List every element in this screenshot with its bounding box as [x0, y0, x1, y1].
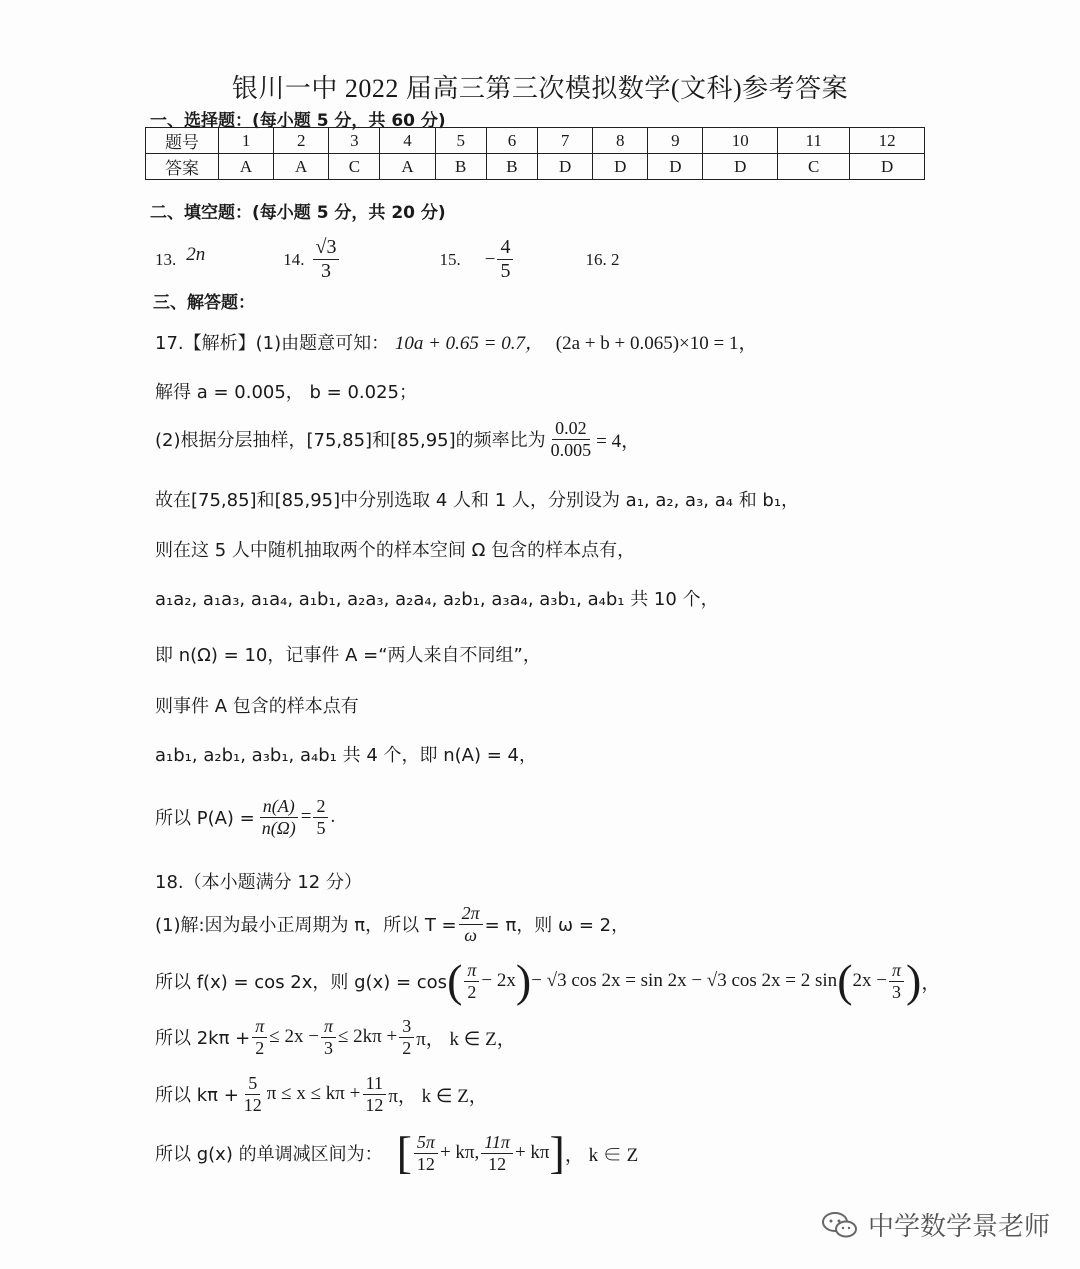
q18-x-mid: π ≤ x ≤ kπ +: [266, 1083, 361, 1105]
q18-ineq-num3: 3: [399, 1016, 414, 1038]
q15-denominator: 5: [500, 260, 511, 282]
q18-minus-2x: − 2x: [481, 970, 516, 991]
section3-heading: 三、解答题：: [153, 293, 255, 313]
wechat-icon: [820, 1210, 860, 1240]
fill-in-answers: [155, 236, 619, 283]
answer-cell: A: [219, 154, 274, 180]
q14-numerator: √3: [313, 236, 340, 260]
q18-period-result: = π，则 ω = 2，: [484, 915, 630, 937]
q17-prob-fraction2: [313, 796, 328, 838]
question-number-cell: 1: [219, 128, 274, 154]
q17-ratio-fraction: [548, 418, 595, 460]
q18-pi-third: [889, 960, 904, 1002]
q18-x-den1: 12: [243, 1094, 262, 1115]
q18-ineq-start: 所以 2kπ +: [155, 1028, 251, 1050]
q18-x-frac1: [241, 1073, 265, 1115]
question-number-cell: 12: [850, 128, 925, 154]
q17-prob-fraction1: [259, 796, 299, 838]
row-label-number: 题号: [146, 128, 219, 154]
q18-g-def: 所以 f(x) = cos 2x，则 g(x) = cos: [155, 972, 448, 993]
q14-label: 14.: [283, 249, 305, 269]
q18-line3: [155, 1016, 516, 1058]
q17-eq2: (2a + b + 0.065)×10 = 1，: [555, 333, 758, 354]
answer-cell: B: [486, 154, 537, 180]
q18-ineq-frac2: [321, 1016, 336, 1058]
q17-ratio-den: 0.005: [550, 439, 592, 460]
q18-ineq-end: π， k ∈ Z，: [416, 1028, 516, 1050]
q14-fraction: [313, 236, 340, 283]
q18-pi-half: [464, 960, 479, 1002]
q16-answer: 16. 2: [585, 249, 620, 269]
question-number-cell: 7: [538, 128, 593, 154]
q17-line3: [155, 418, 640, 460]
q18-close-paren: ): [515, 955, 532, 1006]
q17-prob-eq: =: [300, 806, 312, 828]
section1-heading: 一、选择题：(每小题 5 分，共 60 分): [150, 111, 446, 131]
table-row-numbers: [146, 128, 925, 154]
question-number-cell: 2: [274, 128, 329, 154]
q17-intro: 17.【解析】(1)由题意可知：: [155, 333, 390, 354]
question-number-cell: 5: [435, 128, 486, 154]
q15-label: 15.: [439, 249, 461, 269]
q15-numerator: 4: [497, 236, 513, 260]
question-number-cell: 11: [778, 128, 850, 154]
answer-cell: D: [538, 154, 593, 180]
q17-line8: 则事件 A 包含的样本点有: [155, 696, 359, 717]
q18-pi-half-den: 2: [467, 981, 477, 1002]
q18-ineq-den3: 2: [402, 1037, 412, 1058]
q15-sign: −: [484, 248, 496, 270]
q13-answer: 2n: [186, 243, 206, 265]
q18-ineq-mid1: ≤ 2x −: [269, 1026, 319, 1048]
question-number-cell: 6: [486, 128, 537, 154]
q18-x-num2: 11: [363, 1073, 386, 1095]
q18-open-paren2: (: [837, 955, 853, 1006]
answer-cell: C: [778, 154, 850, 180]
row-label-answer: 答案: [146, 154, 219, 180]
q18-x-den2: 12: [365, 1094, 384, 1115]
q18-x-end: π， k ∈ Z，: [388, 1085, 488, 1107]
q18-ineq-den2: 3: [323, 1037, 333, 1058]
answer-cell: D: [850, 154, 925, 180]
q17-prob-end: .: [330, 806, 336, 828]
table-row-answers: [146, 154, 925, 180]
answer-table: [145, 127, 925, 180]
q17-line1: [155, 328, 757, 355]
q17-prob-den2: 5: [316, 817, 326, 838]
q18-ineq-num1: π: [252, 1016, 267, 1038]
q18-int-den1: 12: [416, 1153, 435, 1174]
q18-heading: 18.（本小题满分 12 分）: [155, 872, 362, 893]
q17-ratio-num: 0.02: [552, 418, 590, 440]
question-number-cell: 4: [380, 128, 435, 154]
q18-int-in-end: + kπ: [514, 1142, 550, 1163]
answer-cell: D: [648, 154, 703, 180]
q18-open-paren: (: [447, 955, 463, 1006]
q18-x-num1: 5: [245, 1073, 260, 1095]
q17-prob-den1: n(Ω): [261, 817, 296, 838]
answer-cell: C: [329, 154, 380, 180]
q18-close-bracket: ]: [549, 1127, 565, 1178]
section2-heading: 二、填空题：(每小题 5 分，共 20 分): [150, 203, 446, 223]
q18-line1: [155, 903, 629, 945]
q18-period-text: (1)解:因为最小正周期为 π，所以 T =: [155, 915, 457, 937]
q18-period-den: ω: [464, 924, 478, 945]
q18-close-paren2: ): [906, 955, 922, 1006]
q17-line4: 故在[75,85]和[85,95]中分别选取 4 人和 1 人，分别设为 a₁, a₂, a₃, a₄ 和 b₁，: [155, 490, 800, 511]
q18-int-frac1: [414, 1132, 438, 1174]
answer-cell: D: [593, 154, 648, 180]
watermark: [820, 1206, 1050, 1243]
q18-ineq-mid2: ≤ 2kπ +: [337, 1026, 398, 1048]
q18-x-frac2: [362, 1073, 386, 1115]
q18-arg: 2x −: [852, 970, 887, 991]
q18-int-frac2: [481, 1132, 513, 1174]
q18-int-num2: 11π: [481, 1132, 513, 1154]
q18-ineq-frac1: [252, 1016, 267, 1058]
question-number-cell: 8: [593, 128, 648, 154]
q17-line10: [155, 796, 335, 838]
q18-period-fraction: [459, 903, 483, 945]
watermark-text: 中学数学景老师: [867, 1212, 1050, 1242]
answer-cell: D: [703, 154, 778, 180]
q18-pi-third-den: 3: [892, 981, 901, 1002]
q17-prob-text: 所以 P(A) =: [155, 808, 255, 830]
q13-label: 13.: [155, 249, 177, 269]
q18-pi-half-num: π: [464, 960, 479, 982]
q18-int-num1: 5π: [414, 1132, 438, 1154]
q17-line2: 解得 a = 0.005， b = 0.025；: [155, 382, 418, 403]
question-number-cell: 9: [648, 128, 703, 154]
q18-pi-third-num: π: [889, 960, 904, 982]
q18-line2: [155, 955, 941, 1006]
q17-ratio-result: = 4，: [596, 430, 641, 452]
q18-x-start: 所以 kπ +: [155, 1085, 239, 1107]
q18-interval-text: 所以 g(x) 的单调减区间为：: [155, 1144, 383, 1165]
q18-line2-end: ，: [921, 972, 941, 994]
answer-cell: A: [380, 154, 435, 180]
q17-line9: a₁b₁, a₂b₁, a₃b₁, a₄b₁ 共 4 个，即 n(A) = 4，: [155, 745, 537, 766]
q17-eq1: 10a + 0.65 = 0.7，: [394, 333, 545, 354]
q17-line5: 则在这 5 人中随机抽取两个的样本空间 Ω 包含的样本点有，: [155, 540, 636, 561]
q18-ineq-den1: 2: [255, 1037, 265, 1058]
q18-int-den2: 12: [488, 1153, 507, 1174]
q18-int-mid: + kπ,: [439, 1142, 480, 1163]
q18-ineq-frac3: [399, 1016, 414, 1058]
q18-line4: [155, 1073, 488, 1115]
q17-ratio-text: (2)根据分层抽样，[75,85]和[85,95]的频率比为: [155, 430, 546, 452]
q18-open-bracket: [: [396, 1127, 412, 1178]
q17-prob-num1: n(A): [260, 796, 298, 818]
q17-line7: 即 n(Ω) = 10，记事件 A =“两人来自不同组”，: [155, 645, 541, 666]
q18-period-num: 2π: [459, 903, 483, 925]
answer-cell: A: [274, 154, 329, 180]
question-number-cell: 3: [329, 128, 380, 154]
q15-fraction: [497, 236, 513, 283]
q17-prob-num2: 2: [313, 796, 328, 818]
q18-simplify: − √3 cos 2x = sin 2x − √3 cos 2x = 2 sin: [531, 970, 838, 991]
q18-ineq-num2: π: [321, 1016, 336, 1038]
question-number-cell: 10: [703, 128, 778, 154]
q17-line6: a₁a₂, a₁a₃, a₁a₄, a₁b₁, a₂a₃, a₂a₄, a₂b₁, a₃a₄, a₃b₁, a₄b₁ 共 10 个，: [155, 589, 719, 610]
q18-line5: [155, 1127, 639, 1178]
answer-cell: B: [435, 154, 486, 180]
q18-int-end: ， k ∈ Z: [564, 1144, 639, 1166]
page-title: 银川一中 2022 届高三第三次模拟数学(文科)参考答案: [231, 74, 849, 103]
q14-denominator: 3: [320, 260, 331, 282]
